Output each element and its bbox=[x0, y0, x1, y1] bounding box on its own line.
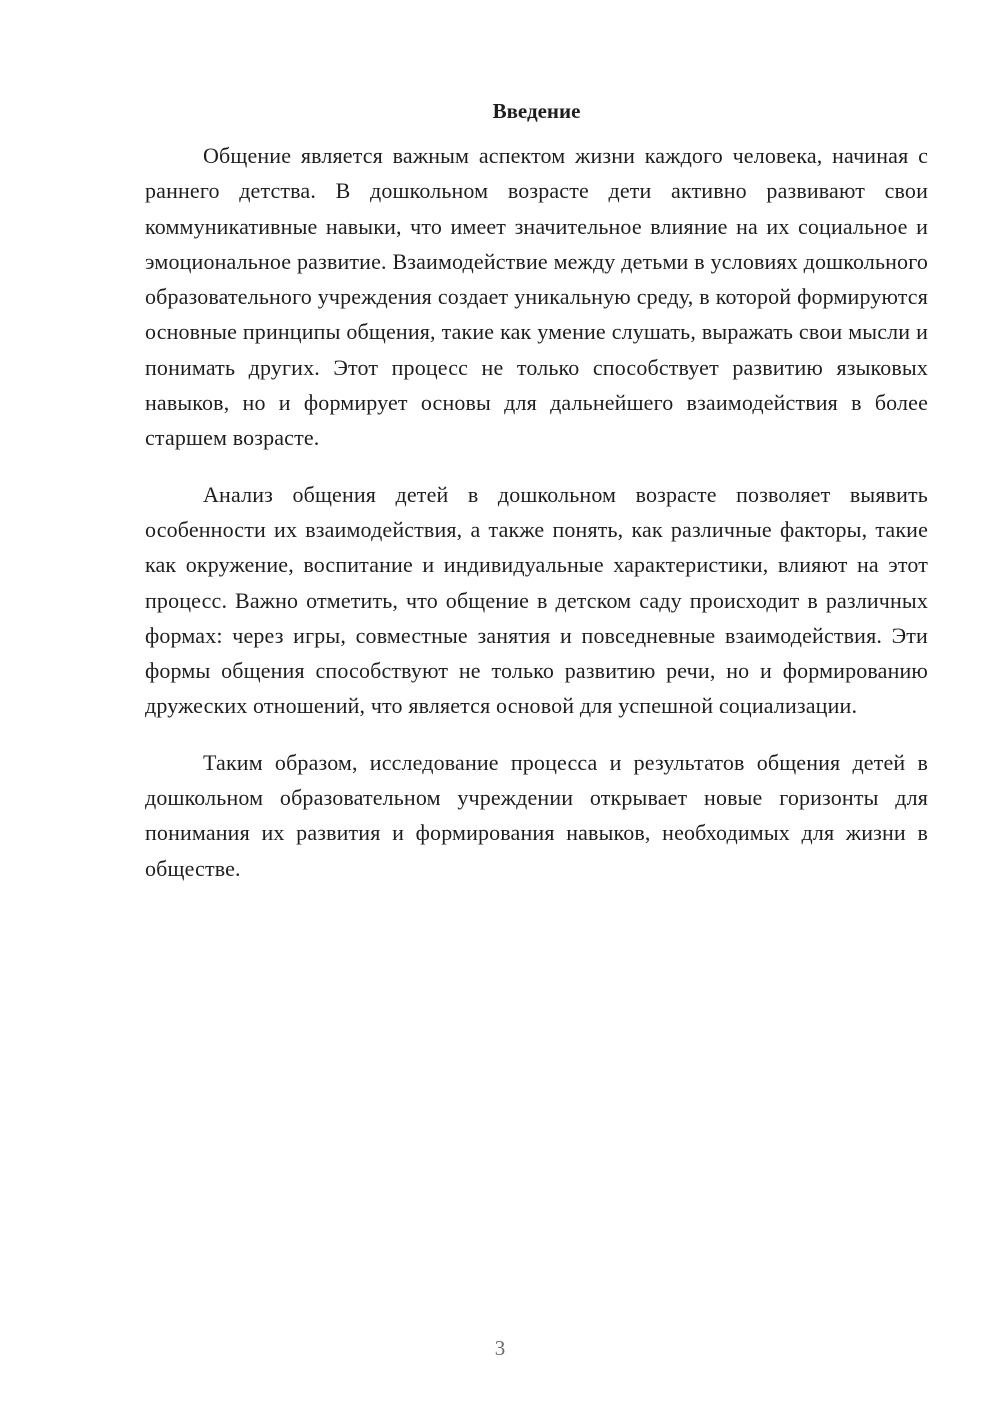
paragraph-1: Общение является важным аспектом жизни каждого человека, начиная с раннего детства. В дошкольном возрасте дети активно развивают свои коммуникативные навыки, что имеет значительное влияние на их социальное и эмоциональное развитие. Взаимодействие между детьми в условиях дошкольного образовательного учреждения создает уникальную среду, в которой формируются основные принципы общения, такие как умение слушать, выражать свои мысли и понимать других. Этот процесс не только способствует развитию языковых навыков, но и формирует основы для дальнейшего взаимодействия в более старшем возрасте. bbox=[145, 143, 928, 451]
page-content bbox=[145, 96, 928, 907]
paragraph-2: Анализ общения детей в дошкольном возрасте позволяет выявить особенности их взаимодействия, а также понять, как различные факторы, такие как окружение, воспитание и индивидуальные характеристики, влияют на этот процесс. Важно отметить, что общение в детском саду происходит в различных формах: через игры, совместные занятия и повседневные взаимодействия. Эти формы общения способствуют не только развитию речи, но и формированию дружеских отношений, что является основой для успешной социализации. bbox=[145, 481, 928, 719]
paragraph-3: Таким образом, исследование процесса и результатов общения детей в дошкольном образовательном учреждении открывает новые горизонты для понимания их развития и формирования навыков, необходимых для жизни в обществе. bbox=[145, 749, 928, 881]
page-number: 3 bbox=[494, 1336, 506, 1360]
section-title: Введение bbox=[492, 99, 581, 123]
